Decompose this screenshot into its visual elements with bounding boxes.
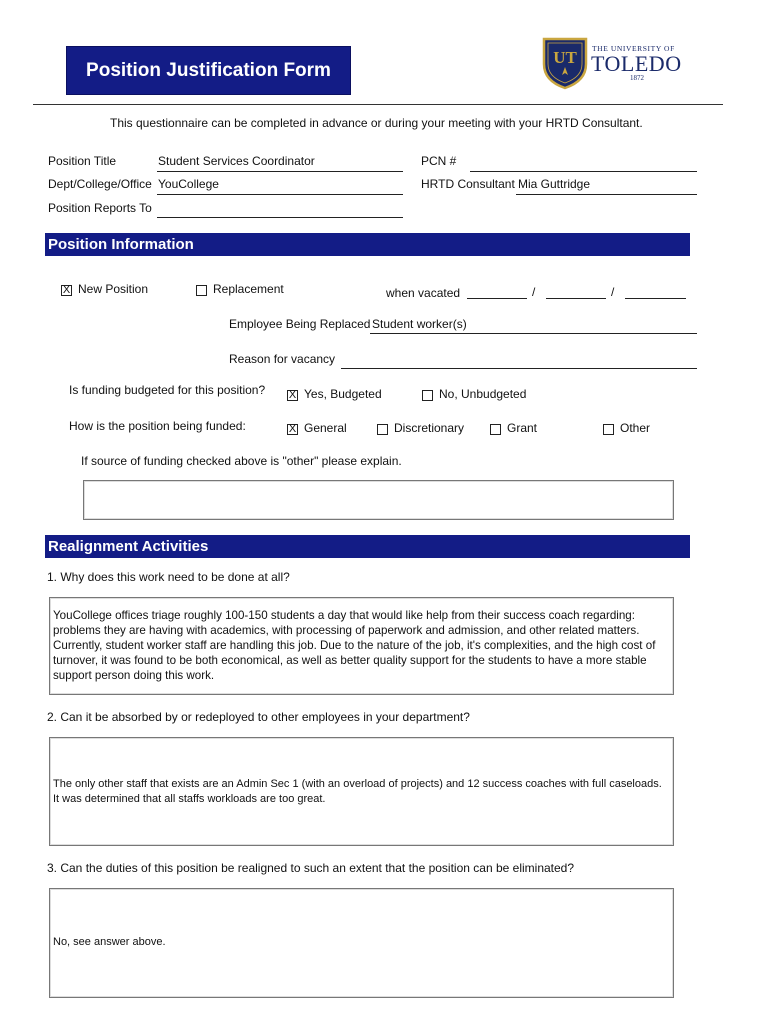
replacement-checkbox[interactable] xyxy=(196,285,207,296)
reports-to-line xyxy=(157,217,403,218)
question-1: 1. Why does this work need to be done at all? xyxy=(47,570,290,584)
question-2: 2. Can it be absorbed by or redeployed to other employees in your department? xyxy=(47,710,470,724)
replacement-label: Replacement xyxy=(213,282,284,296)
logo-monogram: UT xyxy=(553,48,577,67)
other-explain-box[interactable] xyxy=(83,480,674,520)
position-title-label: Position Title xyxy=(48,154,117,168)
answer-2-text: The only other staff that exists are an Admin Sec 1 (with an overload of projects) and 12 success coaches with full caseloads. It was determined that all staffs workloads are too great. xyxy=(53,778,662,805)
new-position-label: New Position xyxy=(78,282,149,296)
answer-1-box[interactable] xyxy=(49,597,674,695)
date-sep-2: / xyxy=(611,285,615,299)
other-label: Other xyxy=(620,421,651,435)
yes-budgeted-label: Yes, Budgeted xyxy=(304,387,382,401)
dept-label: Dept/College/Office xyxy=(48,177,152,191)
funding-budgeted-question: Is funding budgeted for this position? xyxy=(69,383,266,397)
answer-3-text: No, see answer above. xyxy=(53,936,166,948)
intro-text: This questionnaire can be completed in advance or during your meeting with your HRTD Consultant. xyxy=(110,116,643,130)
reason-line xyxy=(341,368,697,369)
pcn-label: PCN # xyxy=(421,154,457,168)
dept-value[interactable]: YouCollege xyxy=(158,177,219,191)
employee-replaced-value[interactable]: Student worker(s) xyxy=(372,317,467,331)
reports-to-label: Position Reports To xyxy=(48,201,152,215)
funded-question: How is the position being funded: xyxy=(69,419,246,433)
pcn-line xyxy=(470,171,697,172)
university-shield-logo xyxy=(542,36,588,90)
answer-3-box[interactable] xyxy=(49,888,674,998)
no-unbudgeted-label: No, Unbudgeted xyxy=(439,387,527,401)
consultant-label: HRTD Consultant xyxy=(421,177,515,191)
grant-checkbox[interactable] xyxy=(490,424,501,435)
answer-2-box[interactable] xyxy=(49,737,674,846)
discretionary-label: Discretionary xyxy=(394,421,465,435)
position-title-value[interactable]: Student Services Coordinator xyxy=(158,154,315,168)
consultant-line xyxy=(516,194,697,195)
position-title-line xyxy=(157,171,403,172)
header-divider xyxy=(33,104,723,105)
answer-1-text: YouCollege offices triage roughly 100-150 students a day that would like help from their success coach regarding: problems they are having with academics, with processing of paperwork and admission, and other related matters. Currently, student worker staff are handling this job. Due to the nature of the job, it's complexities, and the high cost of turnover, it was found to be both economical, as well as better quality support for the students to have a more stable support person doing this work. xyxy=(53,609,656,682)
no-unbudgeted-checkbox[interactable] xyxy=(422,390,433,401)
other-checkbox[interactable] xyxy=(603,424,614,435)
logo-year: 1872 xyxy=(630,74,644,82)
other-explain-label: If source of funding checked above is "other" please explain. xyxy=(81,454,402,468)
yes-budgeted-checkbox[interactable]: X xyxy=(288,389,297,401)
general-label: General xyxy=(304,421,347,435)
consultant-value[interactable]: Mia Guttridge xyxy=(518,177,591,191)
when-vacated-label: when vacated xyxy=(386,286,461,300)
employee-replaced-label: Employee Being Replaced xyxy=(229,317,371,331)
logo-line1: THE UNIVERSITY OF xyxy=(592,44,675,53)
form-title: Position Justification Form xyxy=(67,47,350,94)
dept-line xyxy=(157,194,403,195)
new-position-checkbox[interactable]: X xyxy=(62,284,71,296)
general-checkbox[interactable]: X xyxy=(288,423,297,435)
vacated-day-line[interactable] xyxy=(546,298,606,299)
vacated-month-line[interactable] xyxy=(467,298,527,299)
position-info-heading: Position Information xyxy=(45,233,690,256)
grant-label: Grant xyxy=(507,421,538,435)
question-3: 3. Can the duties of this position be realigned to such an extent that the position can be eliminated? xyxy=(47,861,575,875)
logo-line2: TOLEDO xyxy=(591,51,682,76)
reason-label: Reason for vacancy xyxy=(229,352,336,366)
employee-replaced-line xyxy=(370,333,697,334)
vacated-year-line[interactable] xyxy=(625,298,686,299)
date-sep-1: / xyxy=(532,285,536,299)
realignment-heading: Realignment Activities xyxy=(45,535,690,558)
discretionary-checkbox[interactable] xyxy=(377,424,388,435)
